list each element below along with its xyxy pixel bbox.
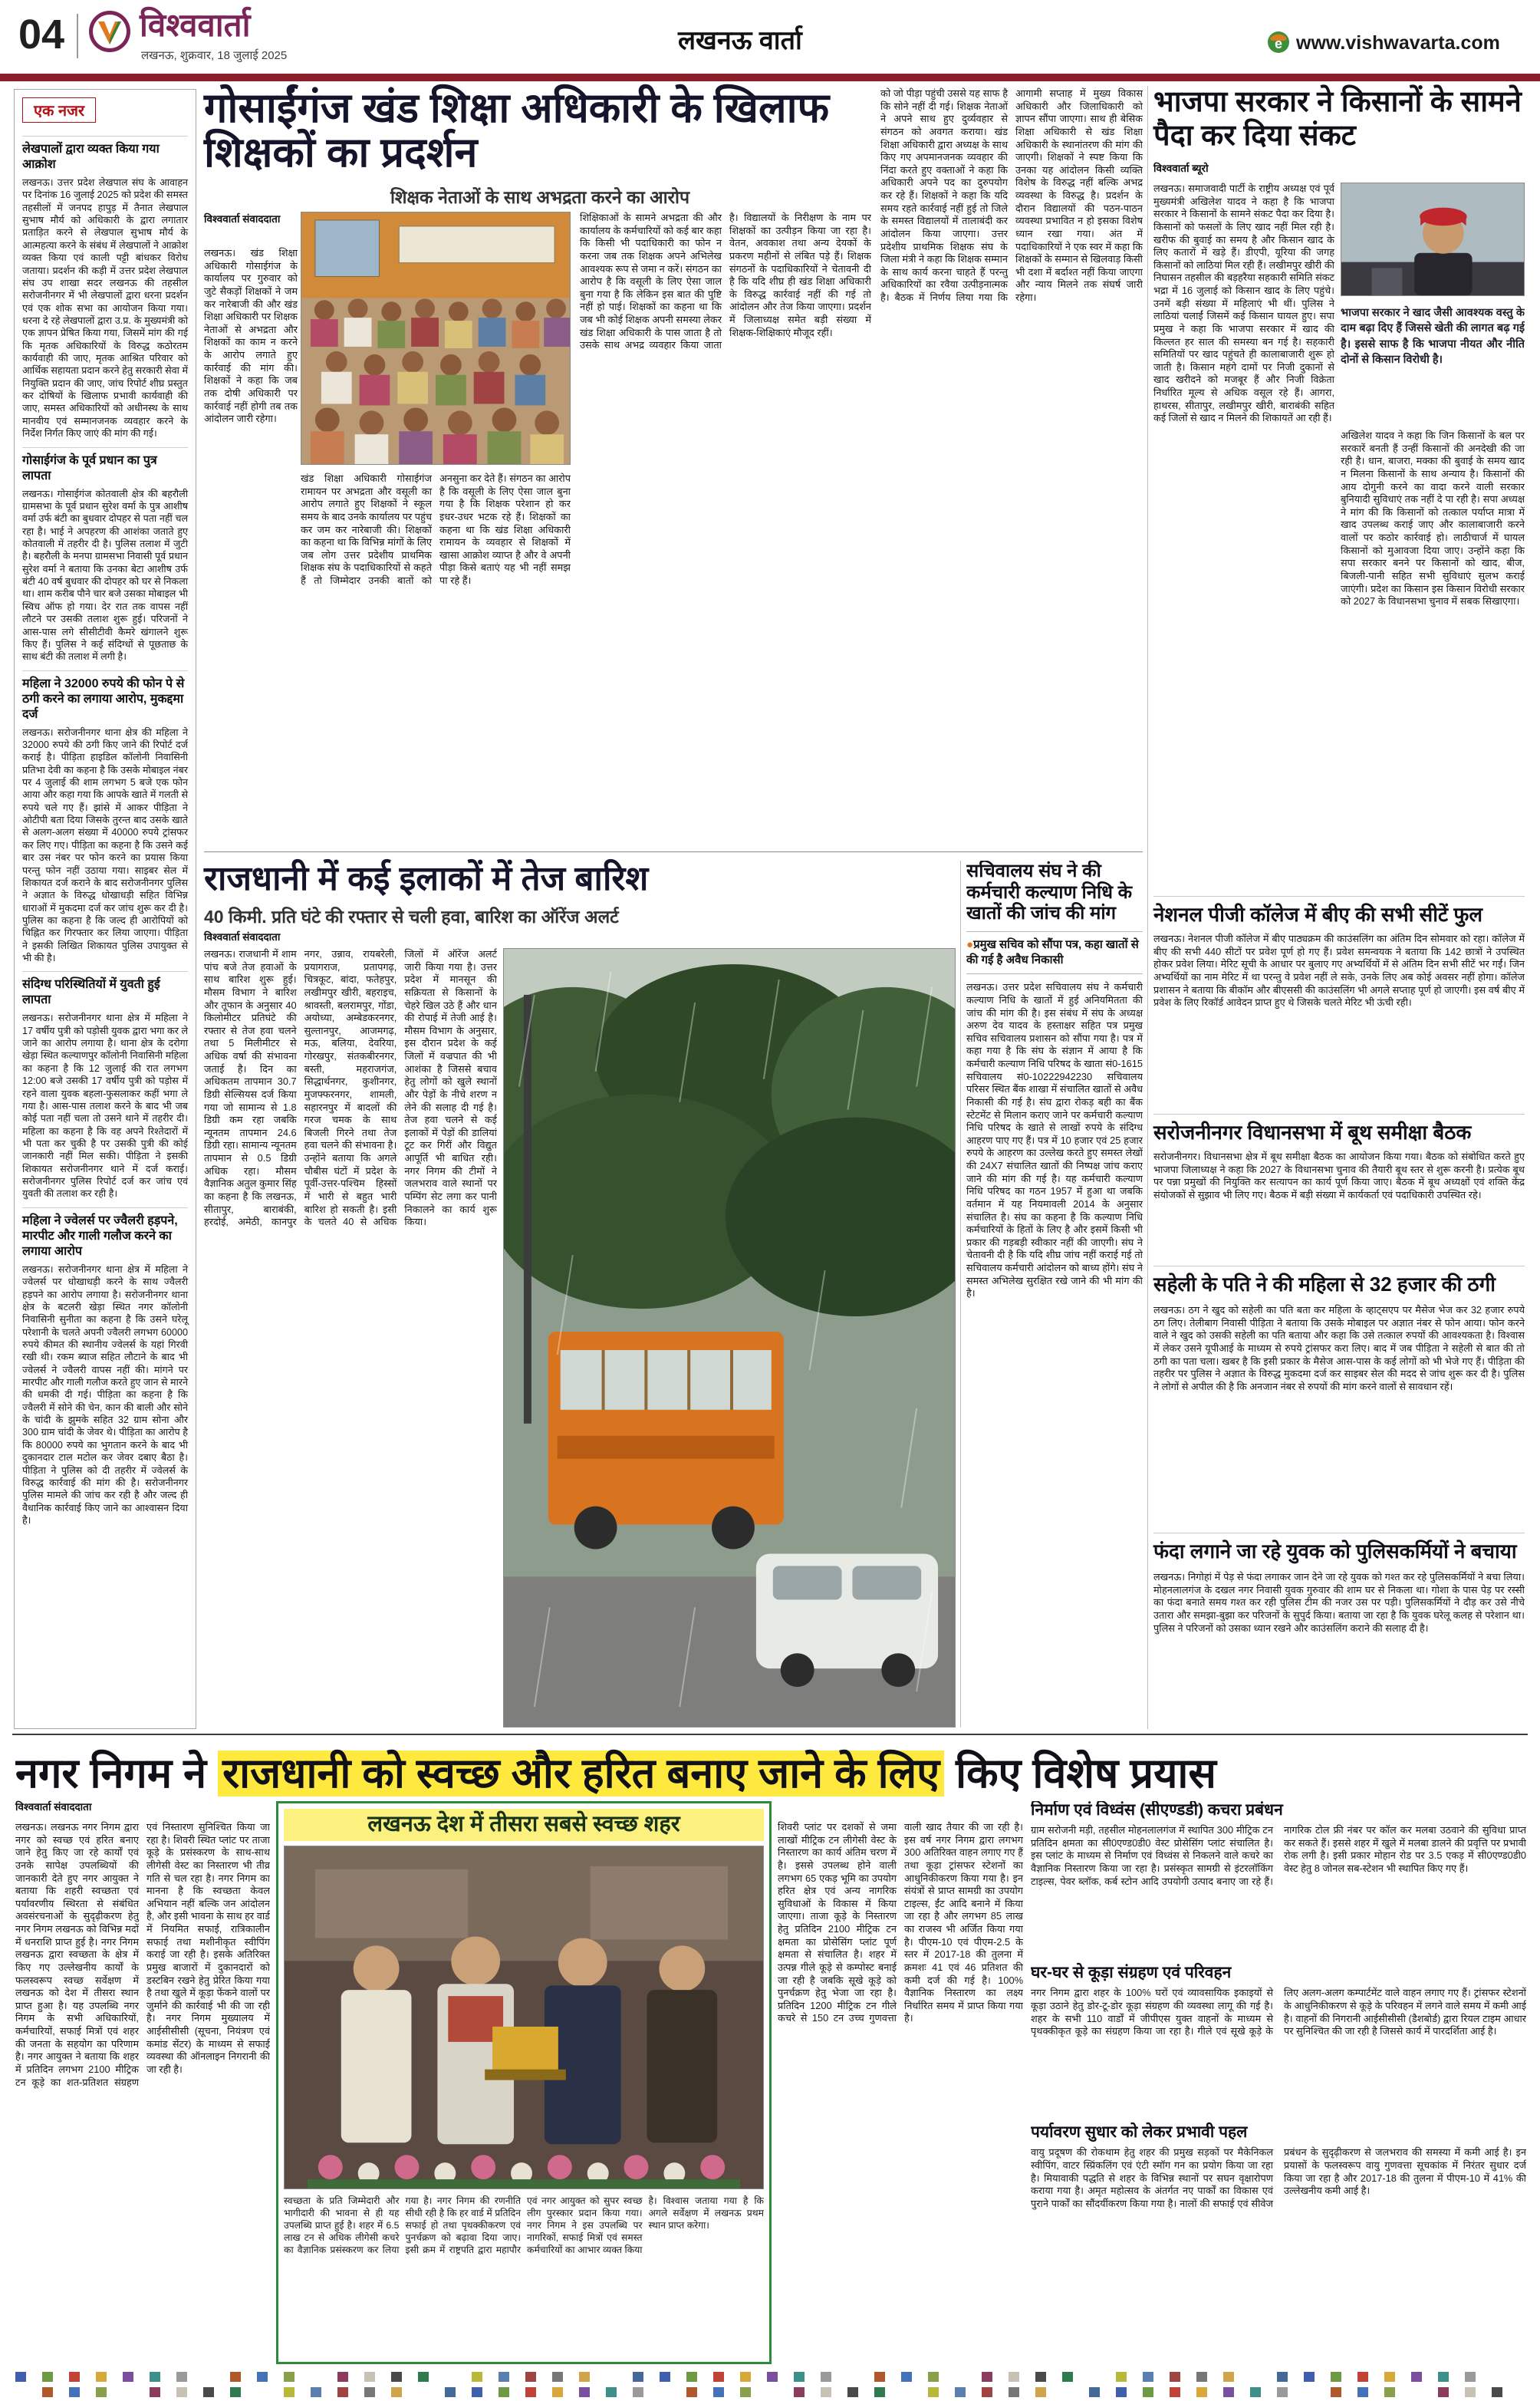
divider bbox=[960, 861, 961, 1727]
ek-najar-item bbox=[22, 447, 188, 664]
sidebar-story-body: सरोजनीनगर। विधानसभा क्षेत्र में बूथ समीक्षा बैठक का आयोजन किया गया। बैठक को संबोधित करते हुए भाजपा जिलाध्यक्ष ने कहा कि 2027 के विधानसभा चुनाव की तैयारी बूथ स्तर से शुरू करनी है। प्रत्येक बूथ पर पन्ना प्रमुखों की नियुक्ति कर सत्यापन का कार्य पूर्ण किया जाए। बैठक में बूथ अध्यक्षों एवं शक्ति केंद्र संयोजकों से सुझाव भी लिए गए। बैठक में बड़ी संख्या में कार्यकर्ता एवं पदाधिकारी उपस्थित रहे। bbox=[1153, 1151, 1525, 1200]
secretariat-headline: सचिवालय संघ ने की कर्मचारी कल्याण निधि के खातों की जांच की मांग bbox=[966, 861, 1133, 924]
color-square bbox=[1062, 2372, 1073, 2382]
color-square bbox=[15, 2372, 26, 2382]
color-square bbox=[1331, 2372, 1341, 2382]
color-square bbox=[713, 2387, 724, 2397]
color-square bbox=[955, 2387, 966, 2397]
color-square bbox=[794, 2372, 805, 2382]
ek-najar-item bbox=[22, 136, 188, 440]
sidebar-story-title: सहेली के पति ने की महिला से 32 हजार की ठगी bbox=[1153, 1273, 1496, 1296]
color-square bbox=[391, 2387, 402, 2397]
color-square bbox=[606, 2387, 617, 2397]
divider bbox=[12, 1734, 1528, 1735]
swachh-city-title: लखनऊ देश में तीसरा सबसे स्वच्छ शहर bbox=[284, 1809, 764, 1841]
subsection-heading: निर्माण एवं विध्वंस (सीएण्डडी) कचरा प्रबंधन bbox=[1031, 1801, 1283, 1819]
masthead-header bbox=[0, 0, 1540, 74]
sidebar-story-title: नेशनल पीजी कॉलेज में बीए की सभी सीटें फुल bbox=[1153, 903, 1482, 926]
rain-bus-photo bbox=[503, 948, 956, 1727]
bjp-story-pull-quote: भाजपा सरकार ने खाद जैसी आवश्यक वस्तु के दाम बढ़ा दिए हैं जिससे खेती की लागत बढ़ गई है। इससे साफ है कि भाजपा नीयत और नीति दोनों से किसान विरोधी है। bbox=[1341, 307, 1525, 366]
color-square bbox=[1009, 2372, 1019, 2382]
bjp-story-byline: विश्ववार्ता ब्यूरो bbox=[1153, 163, 1209, 174]
main-story-byline: विश्ववार्ता संवाददाता bbox=[204, 213, 281, 225]
color-square bbox=[1143, 2387, 1153, 2397]
subsection-body: नगर निगम द्वारा शहर के 100% घरों एवं व्यावसायिक इकाइयों से कूड़ा उठाने हेतु डोर-टू-डोर कूड़ा संग्रहण की व्यवस्था लागू की गई है। शहर के सभी 110 वार्डों में जीपीएस युक्त वाहनों के माध्यम से पृथक्कीकृत कूड़े का संग्रहण किया जा रहा है। गीले एवं सूखे कूड़े के लिए अलग-अलग कम्पार्टमेंट वाले वाहन लगाए गए हैं। ट्रांसफर स्टेशनों के आधुनिकीकरण से कूड़े के परिवहन में लगने वाले समय में कमी आई है। वाहनों की निगरानी आईसीसीसी (डैशबोर्ड) द्वारा रियल टाइम आधार पर सुनिश्चित की जा रही है जिससे कार्य में पारदर्शिता आई है। bbox=[1031, 1987, 1526, 2037]
color-square bbox=[660, 2372, 670, 2382]
color-square bbox=[901, 2372, 912, 2382]
color-square bbox=[1116, 2387, 1127, 2397]
website-url: www.vishwavarta.com bbox=[1296, 32, 1500, 54]
color-square bbox=[176, 2387, 187, 2397]
swachh-city-caption: स्वच्छता के प्रति जिम्मेदारी और भागीदारी की भावना से ही यह उपलब्धि प्राप्त हुई है। शहर में 6.5 लाख टन से अधिक लीगेसी कचरे का वैज्ञानिक प्रसंस्करण कर लिया गया है। नगर निगम की रणनीति सीधी रही है कि हर वार्ड में प्रतिदिन सफाई हो तथा पृथक्कीकरण एवं पुनर्चक्रण को बढ़ावा दिया जाए। इसी क्रम में राष्ट्रपति द्वारा महापौर एवं नगर आयुक्त को सुपर स्वच्छ लीग पुरस्कार प्रदान किया गया। नगर निगम ने इस उपलब्धि पर नागरिकों, सफाई मित्रों एवं समस्त कर्मचारियों का आभार व्यक्त किया है। विश्वास जताया गया है कि अगले सर्वेक्षण में लखनऊ प्रथम स्थान प्राप्त करेगा। bbox=[284, 2195, 764, 2255]
color-square bbox=[847, 2387, 858, 2397]
color-square bbox=[1277, 2387, 1288, 2397]
color-square bbox=[1143, 2372, 1153, 2382]
color-square bbox=[740, 2372, 751, 2382]
ek-najar-item bbox=[22, 1207, 188, 1527]
color-square bbox=[1492, 2387, 1502, 2397]
color-square bbox=[1035, 2387, 1046, 2397]
color-square bbox=[1357, 2372, 1368, 2382]
color-square bbox=[1384, 2387, 1395, 2397]
color-square bbox=[230, 2372, 241, 2382]
weather-story-byline: विश्ववार्ता संवाददाता bbox=[204, 931, 281, 943]
sidebar-story-title: फंदा लगाने जा रहे युवक को पुलिसकर्मियों ने बचाया bbox=[1153, 1540, 1517, 1563]
ek-najar-item-body: लखनऊ। गोसाईगंज कोतवाली क्षेत्र की बहरौली ग्रामसभा के पूर्व प्रधान सुरेश वर्मा के पुत्र आशीष वर्मा उर्फ बंटी का बुधवार दोपहर से पता नहीं चल रहा है। भाई ने अपहरण की आशंका जताते हुए कोतवाली में तहरीर दी है। पुलिस तलाश में जुटी है। बहरौली के मनपा ग्रामसभा निवासी पूर्व प्रधान सुरेश वर्मा ने बताया कि उनका बेटा आशीष उर्फ बंटी 40 वर्ष बुधवार की दोपहर को घर से निकला था। शाम करीब पौने चार बजे उसका मोबाइल भी स्विच ऑफ हो गया। देर रात तक वापस नहीं लौटने पर उसकी तलाश शुरू हुई। परिजनों ने आस-पास लगे सीसीटीवी कैमरे खंगालने शुरू किए हैं। पुलिस ने कई संदिग्धों से पूछताछ के साथ बंटी की तलाश में लगी है। bbox=[22, 488, 188, 663]
color-square bbox=[284, 2387, 295, 2397]
main-story-headline: गोसाईंगंज खंड शिक्षा अधिकारी के खिलाफ शिक्षकों का प्रदर्शन bbox=[204, 85, 830, 176]
sidebar-story-body: लखनऊ। निगोहां में पेड़ से फंदा लगाकर जान देने जा रहे युवक को गश्त कर रहे पुलिसकर्मियों ने बचा लिया। मोहनलालगंज के दखल नगर निवासी युवक गुरुवार की शाम घर से निकला था। गोशा के पास पेड़ पर रस्सी का फंदा बनाते समय गश्त कर रही पुलिस टीम की नजर उस पर पड़ी। पुलिसकर्मियों ने दौड़ कर उसे नीचे उतारा और समझा-बुझा कर परिजनों के सुपुर्द किया। बताया जा रहा है कि युवक घरेलू कलह से परेशान था। पुलिस ने परिजनों को उसका ध्यान रखने और काउंसलिंग कराने की सलाह दी है। bbox=[1153, 1571, 1525, 1634]
ek-najar-item-body: लखनऊ। उत्तर प्रदेश लेखपाल संघ के आवाहन पर दिनांक 16 जुलाई 2025 को प्रदेश की समस्त तहसीलों में जनपद हापुड़ में तैनात लेखपाल सुभाष मौर्य को अधिकारी के द्वारा लगातार प्रताड़ित करने से लेखपाल सुभाष मौर्य के आत्महत्या करने के संबंध में लेखपालों ने आक्रोश व्यक्त किया एवं काली पट्टी बांधकर विरोध जताया। प्रदर्शन की कड़ी में उत्तर प्रदेश लेखपाल संघ उप शाखा सदर लखनऊ की तहसील सरोजनीनगर में भी लेखपालों द्वारा धरना प्रदर्शन एवं एक शोक सभा का आयोजन किया गया। धरना दे रहे लेखपालों द्वारा उ.प्र. के मुख्यमंत्री को एक ज्ञापन प्रेषित किया गया, जिसमें मांग की गई कि मृतक अधिकारियों के विरुद्ध कठोरतम कार्यवाही की जाए, मृतक आश्रित परिवार को आर्थिक सहायता प्रदान करने हेतु सरकारी सेवा में नियुक्ति प्रदान की जाए, जांच रिपोर्ट शीघ्र प्रस्तुत कर दोषियों के खिलाफ प्रभावी कार्यवाही की जाए, समस्त अधिकारियों को अधीनस्थ के साथ मानवीय एवं सम्मानजनक व्यवहार करने के निर्देश निर्गत किए जाएं की मांग की गई। bbox=[22, 177, 188, 440]
color-square bbox=[1196, 2387, 1207, 2397]
main-story-text-right: को जो पीड़ा पहुंची उससे यह साफ है कि सोने नहीं दी गई। शिक्षक नेताओं ने अपने साथ हुए दुर्व्यवहार से संगठन को अवगत कराया। खंड शिक्षा अधिकारी द्वारा अध्यक्ष के साथ किए गए अपमानजनक व्यवहार की निंदा करते हुए वक्ताओं ने कहा कि अधिकारी अपने पद का दुरुपयोग कर रहे हैं। शिक्षकों ने कहा कि यदि समय रहते कार्रवाई नहीं हुई तो जिले के समस्त विद्यालयों में तालाबंदी कर आंदोलन किया जाएगा। उत्तर प्रदेशीय प्राथमिक शिक्षक संघ के जिला मंत्री ने कहा कि शिक्षक सम्मान के साथ कार्य करना चाहते हैं परन्तु अधिकारियों का रवैया उत्पीड़नात्मक है। बैठक में निर्णय लिया गया कि आगामी सप्ताह में मुख्य विकास अधिकारी और जिलाधिकारी को ज्ञापन सौंपा जाएगा। साथ ही बेसिक शिक्षा अधिकारी से खंड शिक्षा अधिकारी के स्थानांतरण की मांग की जाएगी। शिक्षकों ने स्पष्ट किया कि उनका यह आंदोलन किसी व्यक्ति विशेष के विरुद्ध नहीं बल्कि अभद्र व्यवस्था के विरुद्ध है। प्रदर्शन के दौरान विद्यालयों की पठन-पाठन व्यवस्था प्रभावित न हो इसका विशेष ध्यान रखा गया। अंत में पदाधिकारियों ने एक स्वर में कहा कि शिक्षकों के सम्मान से खिलवाड़ किसी भी दशा में बर्दाश्त नहीं किया जाएगा और न्याय मिलने तक संघर्ष जारी रहेगा। bbox=[880, 87, 1143, 303]
ek-najar-item-body: लखनऊ। सरोजनीनगर थाना क्षेत्र की महिला ने 32000 रुपये की ठगी किए जाने की रिपोर्ट दर्ज कराई है। पीड़िता हाइडिल कॉलोनी निवासिनी प्रतिभा देवी का कहना है कि उसके मोबाइल नंबर पर 4 जुलाई की शाम लगभग 5 बजे एक फोन आया और कहा गया कि आपके खाते में गलती से रुपये चले गए हैं। झांसे में आकर पीड़िता ने ओटीपी बता दिया जिसके तुरन्त बाद उसके खाते से अलग-अलग संख्या में 40000 रुपये ट्रांसफर कर लिए गए। पीड़िता का कहना है कि उसने कई बार उस नंबर पर फोन करने का प्रयास किया परन्तु फोन नहीं उठाया गया। साइबर सेल में शिकायत दर्ज कराने के बाद सरोजनीनगर पुलिस ने अज्ञात के विरुद्ध धोखाधड़ी सहित विभिन्न धाराओं में मुकदमा दर्ज कर जांच शुरू कर दी है। पुलिस का कहना है कि जल्द ही आरोपियों को चिह्नित कर गिरफ्तार कर लिया जाएगा। पीड़िता ने इसकी लिखित शिकायत पुलिस उपायुक्त से भी की है। bbox=[22, 726, 188, 964]
divider bbox=[204, 851, 1143, 852]
weather-story-text: लखनऊ। राजधानी में शाम पांच बजे तेज हवाओं के साथ बारिश शुरू हुई। मौसम विभाग ने बारिश और तूफान के अनुसार 40 किलोमीटर प्रतिघंटे की रफ्तार से तेज हवा चलने तथा 5 मिलीमीटर से अधिक वर्षा की संभावना जताई है। दिन का अधिकतम तापमान 30.7 डिग्री सेल्सियस दर्ज किया गया जो सामान्य से 1.8 डिग्री कम रहा जबकि न्यूनतम तापमान 24.6 डिग्री रहा। सामान्य न्यूनतम तापमान से 0.5 डिग्री अधिक रहा। मौसम वैज्ञानिक अतुल कुमार सिंह का कहना है कि लखनऊ, सीतापुर, बाराबंकी, हरदोई, अमेठी, कानपुर नगर, उन्नाव, रायबरेली, प्रयागराज, प्रतापगढ़, चित्रकूट, बांदा, फतेहपुर, लखीमपुर खीरी, बहराइच, श्रावस्ती, बलरामपुर, गोंडा, अयोध्या, अम्बेडकरनगर, सुल्तानपुर, आजमगढ़, मऊ, बलिया, देवरिया, गोरखपुर, संतकबीरनगर, बस्ती, महराजगंज, सिद्धार्थनगर, कुशीनगर, मुजफ्फरनगर, शामली, सहारनपुर में बादलों की गरज चमक के साथ बिजली गिरने तथा तेज हवा चलने की संभावना है। उन्होंने बताया कि अगले चौबीस घंटों में प्रदेश के पूर्वी-उत्तर-पश्चिम हिस्सों में भारी से बहुत भारी बारिश हो सकती है। इसी के चलते 40 से अधिक जिलों में ऑरेंज अलर्ट जारी किया गया है। उत्तर प्रदेश में मानसून की सक्रियता से किसानों के चेहरे खिल उठे हैं और धान की रोपाई में तेजी आई है। मौसम विभाग के अनुसार, इस दौरान प्रदेश के कई जिलों में वज्रपात की भी आशंका है जिससे बचाव हेतु लोगों को खुले स्थानों और पेड़ों के नीचे शरण न लेने की सलाह दी गई है। तेज हवा चलने से कई इलाकों में पेड़ों की डालियां टूट कर गिरीं और विद्युत आपूर्ति भी बाधित रही। नगर निगम की टीमों ने जलभराव वाले स्थानों पर पम्पिंग सेट लगा कर पानी निकालने का कार्य शुरू किया। bbox=[204, 948, 497, 1228]
color-square bbox=[69, 2372, 80, 2382]
color-square bbox=[96, 2387, 107, 2397]
color-square bbox=[42, 2387, 53, 2397]
color-square bbox=[686, 2387, 697, 2397]
color-square bbox=[874, 2372, 885, 2382]
ek-najar-item-title: गोसाईगंज के पूर्व प्रधान का पुत्र लापता bbox=[22, 453, 157, 483]
color-square bbox=[1357, 2387, 1368, 2397]
color-square bbox=[1170, 2387, 1180, 2397]
color-square bbox=[794, 2387, 805, 2397]
color-square bbox=[1250, 2387, 1261, 2397]
ek-najar-item-title: संदिग्ध परिस्थितियों में युवती हुई लापता bbox=[22, 978, 160, 1007]
color-square bbox=[499, 2372, 509, 2382]
color-square bbox=[1170, 2372, 1180, 2382]
bjp-story-text-right: अखिलेश यादव ने कहा कि जिन किसानों के बल पर सरकारें बनती हैं उन्हीं किसानों की अनदेखी की जा रही है। धान, बाजरा, मक्का की बुवाई के समय खाद न मिलना किसानों के साथ अन्याय है। किसानों की आय दोगुनी करने का वादा करने वाली सरकार बुनियादी सुविधाएं तक नहीं दे पा रही है। सपा अध्यक्ष ने मांग की कि किसानों को तत्काल पर्याप्त मात्रा में खाद उपलब्ध कराई जाए और कालाबाजारी करने वालों पर कठोर कार्रवाई हो। लाठीचार्ज में घायल किसानों को मुआवजा दिया जाए। उन्होंने कहा कि सपा सरकार बनने पर किसानों को खाद, बीज, बिजली-पानी सहित सभी सुविधाएं सुलभ कराई जाएंगी। प्रदेश का किसान इस किसान विरोधी सरकार को 2027 के विधानसभा चुनाव में सबक सिखाएगा। bbox=[1341, 430, 1525, 608]
header-maroon-bar bbox=[0, 74, 1540, 81]
sidebar-story-title: सरोजनीनगर विधानसभा में बूथ समीक्षा बैठक bbox=[1153, 1121, 1472, 1144]
masthead-dateline: लखनऊ, शुक्रवार, 18 जुलाई 2025 bbox=[141, 49, 288, 62]
color-square bbox=[1277, 2372, 1288, 2382]
color-square bbox=[928, 2387, 939, 2397]
color-square bbox=[1465, 2387, 1476, 2397]
masthead-title: विश्ववार्ता bbox=[140, 7, 251, 43]
ek-najar-item-title: लेखपालों द्वारा व्यक्त किया गया आक्रोश bbox=[22, 143, 160, 171]
color-square bbox=[150, 2387, 160, 2397]
ek-najar-label: एक नजर bbox=[22, 97, 96, 123]
color-square bbox=[1089, 2387, 1100, 2397]
color-square bbox=[1196, 2372, 1207, 2382]
color-square bbox=[311, 2387, 321, 2397]
teachers-protest-photo bbox=[301, 212, 571, 465]
color-square bbox=[1465, 2372, 1476, 2382]
ek-najar-item-body: लखनऊ। सरोजनीनगर थाना क्षेत्र में महिला ने ज्वेलर्स पर धोखाधड़ी करने के साथ ज्वैलरी हड़पने का आरोप लगाया है। सरोजनीनगर थाना क्षेत्र के बटलरी खेड़ा स्थित नगर कॉलोनी निवासिनी सुनीता का कहना है कि उसने घरेलू परेशानी के चलते अपनी ज्वैलरी लगभग 60000 रुपये कीमत की स्थानीय ज्वेलर्स के यहां गिरवी रखी थी। रकम ब्याज सहित लौटाने के बाद भी ज्वेलर्स ने ज्वैलरी वापस नहीं की। मांगने पर मारपीट और गाली गलौज करते हुए जान से मारने की धमकी दी गई। पीड़िता का कहना है कि ज्वैलरी में सोने की चेन, कान की बाली और सोने के चांदी के झुमके सहित 32 ग्राम सोना और 300 ग्राम चांदी के जेवर थे। पीड़िता का आरोप है कि 80000 रुपये का भुगतान करने के बाद भी दुकानदार टाल मटोल कर जेवर दबाए बैठा है। पीड़िता ने पुलिस को दी तहरीर में ज्वेलर्स के विरुद्ध कार्रवाई की मांग की है। सरोजनीनगर पुलिस मामले की जांच कर रही है और जल्द ही वैधानिक कार्रवाई किए जाने का आश्वासन दिया है। bbox=[22, 1263, 188, 1526]
color-square bbox=[203, 2387, 214, 2397]
color-square bbox=[821, 2387, 831, 2397]
color-square bbox=[96, 2372, 107, 2382]
color-square bbox=[445, 2387, 456, 2397]
akhilesh-yadav-photo bbox=[1341, 183, 1525, 296]
color-square bbox=[1304, 2372, 1315, 2382]
main-story-text-middle: शिक्षिकाओं के सामने अभद्रता की और कार्यालय के कर्मचारियों को कई बार कहा कि किसी भी पदाधिकारी का फोन न करना जब तक शिक्षक अपने अभिलेख आवश्यक रूप से जमा न करें। संगठन का आरोप है कि वसूली के लिए ऐसा जाल बुना गया है कि लेकिन इस बात की पुष्टि नहीं हो पाई। शिक्षकों का कहना था कि जब भी कोई शिक्षक अपनी समस्या लेकर खंड शिक्षा अधिकारी के पास जाता है तो उसके साथ अभद्र व्यवहार किया जाता है। विद्यालयों के निरीक्षण के नाम पर शिक्षकों का उत्पीड़न किया जा रहा है। वेतन, अवकाश तथा अन्य देयकों के प्रकरण महीनों से लंबित पड़े हैं। शिक्षक संगठनों के पदाधिकारियों ने चेतावनी दी है कि यदि शीघ्र ही खंड शिक्षा अधिकारी के विरुद्ध कार्रवाई नहीं की गई तो आंदोलन और तेज किया जाएगा। प्रदर्शन में जिलाध्यक्ष समेत बड़ी संख्या में शिक्षक-शिक्षिकाएं मौजूद रहीं। bbox=[580, 212, 871, 351]
color-square bbox=[337, 2387, 348, 2397]
color-square bbox=[257, 2372, 268, 2382]
headline-text: नगर निगम ने bbox=[15, 1751, 219, 1797]
main-story-text-left: लखनऊ। खंड शिक्षा अधिकारी गोसाईगंज के कार्यालय पर गुरुवार को जुटे सैकड़ों शिक्षकों ने जम कर नारेबाजी की और खंड शिक्षा अधिकारी पर शिक्षक नेताओं से अभद्रता और शिक्षकों का काम न करने के आरोप लगाते हुए कार्रवाई की मांग की। शिक्षकों ने कहा कि जब तक दोषी अधिकारी पर कार्रवाई नहीं होगी तब तक आंदोलन जारी रहेगा। bbox=[204, 247, 298, 425]
ek-najar-item-title: महिला ने 32000 रुपये की फोन पे से ठगी करने का लगाया आरोप, मुकद्दमा दर्ज bbox=[22, 677, 185, 721]
color-square bbox=[552, 2387, 563, 2397]
divider bbox=[1147, 86, 1148, 1729]
secretariat-bullet-line bbox=[966, 931, 1143, 975]
secretariat-story bbox=[966, 861, 1143, 1727]
color-square bbox=[525, 2387, 536, 2397]
color-square bbox=[928, 2372, 939, 2382]
main-story-text-below-photo: खंड शिक्षा अधिकारी गोसाईगंज रामायन पर अभद्रता और वसूली का आरोप लगाते हुए शिक्षकों ने स्कूल समय के बाद उनके कार्यालय पर पहुंच कर जम कर नारेबाजी की। शिक्षकों का कहना था कि विभिन्न मांगों के लिए जब लोग उत्तर प्रदेशीय प्राथमिक शिक्षक संघ के पदाधिकारियों से कहते हैं तो जिम्मेदार उनकी बातों को अनसुना कर देते हैं। संगठन का आरोप है कि वसूली के लिए ऐसा जाल बुना गया है कि शिक्षक परेशान हो कर इधर-उधर भटक रहे हैं। शिक्षकों का कहना था कि खंड शिक्षा अधिकारी रामायन के व्यवहार से शिक्षकों में खासा आक्रोश व्याप्त है और वे अपनी पीड़ा किसे बताएं यह भी नहीं समझ पा रहे हैं। bbox=[301, 473, 571, 586]
color-square bbox=[123, 2372, 133, 2382]
ek-najar-item bbox=[22, 971, 188, 1200]
vishwavarta-logo-icon bbox=[87, 9, 132, 54]
headline-text: किए विशेष प्रयास bbox=[944, 1751, 1216, 1797]
weather-story-headline: राजधानी में कई इलाकों में तेज बारिश bbox=[204, 860, 649, 897]
color-square bbox=[391, 2372, 402, 2382]
color-square bbox=[69, 2387, 80, 2397]
page-number: 04 bbox=[18, 12, 65, 58]
color-square bbox=[686, 2372, 697, 2382]
sidebar-story-body: लखनऊ। ठग ने खुद को सहेली का पति बता कर महिला के व्हाट्सएप पर मैसेज भेज कर 32 हजार रुपये ठग लिए। तेलीबाग निवासी पीड़िता ने बताया कि उसके मोबाइल पर अज्ञात नंबर से फोन आया। फोन करने वाले ने खुद को उसकी सहेली का पति बताया और कहा कि उसे तत्काल रुपयों की आवश्यकता है। विश्वास में लेकर उसने यूपीआई के माध्यम से रुपये ट्रांसफर करा लिए। बाद में जब पीड़िता ने सहेली से बात की तो ठगी का पता चला। खबर है कि इसी प्रकार के मैसेज आस-पास के कई लोगों को भी भेजे गए हैं। पीड़िता की तहरीर पर पुलिस ने अज्ञात के विरुद्ध मुकदमा दर्ज कर साइबर सेल की मदद से जांच शुरू कर दी है। पुलिस ने लोगों से अपील की है कि अनजान नंबर से रुपयों की मांग करने वालों से सावधान रहें। bbox=[1153, 1304, 1525, 1392]
subsection-heading: पर्यावरण सुधार को लेकर प्रभावी पहल bbox=[1031, 2123, 1248, 2142]
color-square bbox=[552, 2372, 563, 2382]
color-square bbox=[525, 2372, 536, 2382]
ek-najar-item-title: महिला ने ज्वेलर्स पर ज्वैलरी हड़पने, मारपीट और गाली गलौज करने का लगाया आरोप bbox=[22, 1214, 178, 1258]
color-square bbox=[740, 2387, 751, 2397]
main-story-subhead: शिक्षक नेताओं के साथ अभद्रता करने का आरोप bbox=[390, 187, 690, 207]
bullet-icon: ● bbox=[966, 937, 974, 951]
color-square bbox=[821, 2372, 831, 2382]
bjp-story-headline: भाजपा सरकार ने किसानों के सामने पैदा कर दिया संकट bbox=[1153, 86, 1522, 152]
color-square bbox=[713, 2372, 724, 2382]
color-square bbox=[1438, 2387, 1449, 2397]
color-square bbox=[633, 2387, 643, 2397]
bjp-story-text-left: लखनऊ। समाजवादी पार्टी के राष्ट्रीय अध्यक्ष एवं पूर्व मुख्यमंत्री अखिलेश यादव ने कहा है कि भाजपा सरकार ने किसानों के सामने संकट पैदा कर दिया है। किसानों को फसलों के लिए खाद नहीं मिल रही है। खरीफ की बुवाई का समय है और किसान खाद के लिए कतारों में खड़े हैं। डीएपी, यूरिया की जगह किसानों को लाठियां मिल रही हैं। लखीमपुर खीरी की निघासन तहसील की बड़हरैया सहकारी समिति संकट भद्रा में 16 जुलाई को किसान खाद के लिए पहुंचे। उनमें बड़ी संख्या में महिलाएं भी थीं। पुलिस ने लाठियां चलाईं जिसमें कई किसान घायल हुए। सपा प्रमुख ने कहा कि भाजपा सरकार में खाद की किल्लत हर साल की समस्या बन गई है। सहकारी समितियों पर खाद पहुंचते ही कालाबाजारी शुरू हो जाती है। किसान महंगे दामों पर निजी दुकानों से खाद खरीदने को मजबूर हैं और निजी विक्रेता निर्धारित मूल्य से अधिक वसूल रहे हैं। आगरा, हाथरस, सीतापुर, लखीमपुर खीरी, बाराबंकी सहित कई जिलों से खाद न मिलने की शिकायतें आ रही हैं। bbox=[1153, 183, 1334, 424]
subsection-body: ग्राम सरोजनी मड़ी, तहसील मोहनलालगंज में स्थापित 300 मीट्रिक टन प्रतिदिन क्षमता का सी0एण्ड0डी0 वेस्ट प्रोसेसिंग प्लांट संचालित है। इस प्लांट के माध्यम से निर्माण एवं विध्वंस से निकलने वाले कचरे का वैज्ञानिक निस्तारण किया जा रहा है। प्रसंस्कृत सामग्री से इंटरलॉकिंग टाइल्स, पेवर ब्लॉक, कर्ब स्टोन आदि उपयोगी उत्पाद बनाए जा रहे हैं। नागरिक टोल फ्री नंबर पर कॉल कर मलबा उठवाने की सुविधा प्राप्त कर सकते हैं। इससे शहर में खुले में मलबा डालने की प्रवृत्ति पर प्रभावी रोक लगी है। इसी प्रकार मोहान रोड पर 3.5 एकड़ में सी0एण्ड0डी0 वेस्ट हेतु 8 जोनल सब-स्टेशन भी स्थापित किए गए हैं। bbox=[1031, 1824, 1526, 1887]
color-square bbox=[364, 2372, 375, 2382]
divider bbox=[1153, 896, 1525, 897]
color-square bbox=[284, 2372, 295, 2382]
color-square bbox=[499, 2387, 509, 2397]
svg-text:e: e bbox=[1274, 36, 1283, 51]
color-square bbox=[579, 2387, 590, 2397]
bottom-section-byline: विश्ववार्ता संवाददाता bbox=[15, 1801, 92, 1813]
swachh-city-box bbox=[276, 1801, 772, 2364]
color-square bbox=[42, 2372, 53, 2382]
color-square bbox=[1223, 2387, 1234, 2397]
secretariat-bullet-text: प्रमुख सचिव को सौंपा पत्र, कहा खातों से की गई है अवैध निकासी bbox=[966, 937, 1139, 967]
section-title: लखनऊ वार्ता bbox=[678, 26, 802, 55]
color-square bbox=[176, 2372, 187, 2382]
award-ceremony-photo bbox=[284, 1846, 764, 2189]
bottom-text-left: लखनऊ। लखनऊ नगर निगम द्वारा नगर को स्वच्छ एवं हरित बनाए जाने हेतु किए जा रहे कार्यों एवं उनके सापेक्ष उपलब्धियों की जानकारी देते हुए नगर आयुक्त ने बताया कि शहरी स्वच्छता एवं पर्यावरणीय स्थिरता से संबंधित अवसंरचनाओं के सुदृढ़ीकरण हेतु नगर निगम लखनऊ को विभिन्न मदों में धनराशि प्राप्त हुई है। नगर निगम लखनऊ द्वारा स्वच्छता के क्षेत्र में किए गए उल्लेखनीय कार्यों के फलस्वरूप स्वच्छ सर्वेक्षण में लखनऊ को देश में तीसरा स्थान प्राप्त हुआ है। यह उपलब्धि नगर निगम के सभी अधिकारियों, कर्मचारियों, सफाई मित्रों एवं शहर की जनता के सहयोग का परिणाम है। नगर आयुक्त ने बताया कि शहर में प्रतिदिन लगभग 2100 मीट्रिक टन कूड़े का शत-प्रतिशत संग्रहण एवं निस्तारण सुनिश्चित किया जा रहा है। शिवरी स्थित प्लांट पर ताजा कूड़े के प्रसंस्करण के साथ-साथ लीगेसी वेस्ट का निस्तारण भी तीव्र गति से चल रहा है। नगर निगम का मानना है कि स्वच्छता केवल अभियान नहीं बल्कि जन आंदोलन है, और इसी भावना के साथ हर वार्ड में नियमित सफाई, रात्रिकालीन सफाई तथा मशीनीकृत स्वीपिंग कराई जा रही है। इसके अतिरिक्त प्रमुख बाजारों में दुकानदारों को डस्टबिन रखने हेतु प्रेरित किया गया है तथा खुले में कूड़ा फेंकने वालों पर जुर्माने की कार्रवाई भी की जा रही है। नगर निगम मुख्यालय में आईसीसीसी (सूचना, नियंत्रण एवं कमांड सेंटर) के माध्यम से सफाई व्यवस्था की ऑनलाइन निगरानी की जा रही है। bbox=[15, 1821, 270, 2088]
color-square bbox=[767, 2372, 778, 2382]
color-square bbox=[1411, 2372, 1422, 2382]
color-square bbox=[230, 2387, 241, 2397]
color-square bbox=[1438, 2372, 1449, 2382]
color-square bbox=[1009, 2387, 1019, 2397]
header-divider bbox=[77, 14, 78, 58]
secretariat-text: लखनऊ। उत्तर प्रदेश सचिवालय संघ ने कर्मचारी कल्याण निधि के खातों में हुई अनियमितता की जांच की मांग की है। इस संबंध में संघ के अध्यक्ष अरुण देव यादव के हस्ताक्षर सहित पत्र प्रमुख सचिव सचिवालय प्रशासन को सौंपा गया है। पत्र में कहा गया है कि संघ के संज्ञान में आया है कि कर्मचारी कल्याण निधि परिषद के खाता सं0-1615 सचिवालय सं0-10222942230 सचिवालय परिसर स्थित बैंक शाखा में संचालित खातों से अवैध निकासी की गई है। संघ द्वारा रोकड़ बही का बैंक स्टेटमेंट से मिलान कराए जाने पर कर्मचारी कल्याण निधि परिषद के खाते से लाखों रुपये के संदिग्ध आहरण पाए गए हैं। पत्र में 10 हजार एवं 25 हजार रुपये के आहरण का उल्लेख करते हुए समस्त लेखों की 24X7 संचालित खातों की निष्पक्ष जांच कराए जाने की मांग की गई है। यह कर्मचारी कल्याण निधि परिषद का गठन 1957 में हुआ था जबकि वर्तमान में यह नियमावली 2014 के अनुसार संचालित है। संघ का कहना है कि कल्याण निधि कर्मचारियों के हितों के लिए है और इसमें किसी भी प्रकार की गड़बड़ी स्वीकार नहीं की जाएगी। संघ ने चेतावनी दी है कि यदि शीघ्र जांच नहीं कराई गई तो सचिवालय कर्मचारी आंदोलन को बाध्य होंगे। संघ ने समस्त अभिलेख सुरक्षित रखे जाने की भी मांग की है। bbox=[966, 981, 1143, 1299]
ek-najar-item bbox=[22, 670, 188, 965]
bottom-text-middle: शिवरी प्लांट पर दशकों से जमा लाखों मीट्रिक टन लीगेसी वेस्ट के निस्तारण का कार्य अंतिम चरण में है। इससे उपलब्ध होने वाली लगभग 65 एकड़ भूमि का उपयोग हरित क्षेत्र एवं अन्य नागरिक सुविधाओं के विकास में किया जाएगा। ताजा कूड़े के निस्तारण हेतु प्रतिदिन 2100 मीट्रिक टन क्षमता का प्रोसेसिंग प्लांट पूर्ण क्षमता से संचालित है। शहर में उत्पन्न गीले कूड़े से कम्पोस्ट बनाई जा रही है जबकि सूखे कूड़े को पुनर्चक्रण हेतु भेजा जा रहा है। प्रतिदिन 1200 मीट्रिक टन गीले कचरे से 150 टन उच्च गुणवत्ता वाली खाद तैयार की जा रही है। इस वर्ष नगर निगम द्वारा लगभग 300 अतिरिक्त वाहन लगाए गए हैं तथा कूड़ा ट्रांसफर स्टेशनों का आधुनिकीकरण किया गया है। इन संयंत्रों से प्राप्त सामग्री का उपयोग टाइल्स, ईंट आदि बनाने में किया जा रहा है और लगभग 85 लाख का राजस्व भी अर्जित किया गया है। पीएम-10 एवं पीएम-2.5 के स्तर में 2017-18 की तुलना में क्रमशः 41 एवं 46 प्रतिशत की कमी दर्ज की गई है। 100% वैज्ञानिक निस्तारण का लक्ष्य निर्धारित समय में प्राप्त किया गया है। bbox=[778, 1821, 1023, 2024]
bottom-section-headline bbox=[15, 1743, 1526, 1800]
color-square bbox=[472, 2372, 482, 2382]
color-square bbox=[982, 2387, 992, 2397]
color-square bbox=[337, 2372, 348, 2382]
color-square bbox=[633, 2372, 643, 2382]
color-square bbox=[1223, 2372, 1234, 2382]
headline-highlight: राजधानी को स्वच्छ और हरित बनाए जाने के लिए bbox=[218, 1751, 944, 1797]
color-square bbox=[150, 2372, 160, 2382]
bottom-subsections bbox=[1031, 1801, 1526, 2364]
color-square bbox=[364, 2387, 375, 2397]
divider bbox=[1153, 1114, 1525, 1115]
color-square bbox=[418, 2372, 429, 2382]
sidebar-story-body: लखनऊ। नेशनल पीजी कॉलेज में बीए पाठ्यक्रम की काउंसलिंग का अंतिम दिन सोमवार को रहा। कॉलेज में बीए की सभी 440 सीटों पर प्रवेश पूर्ण हो गए हैं। प्रवेश समन्वयक ने बताया कि 142 छात्रों ने उपस्थित होकर प्रवेश लिया। मेरिट सूची के आधार पर बुलाए गए अभ्यर्थियों में से अंतिम दिन सभी सीटें भर गईं। जिन अभ्यर्थियों का नाम मेरिट में था परन्तु वे प्रवेश नहीं ले सके, उनके लिए अब कोई अवसर नहीं होगा। कॉलेज प्रशासन ने बताया कि बीकॉम और बीएससी की काउंसलिंग भी अगले सप्ताह पूर्ण हो जाएगी। इस वर्ष बीए में प्रवेश के लिए रिकॉर्ड आवेदन प्राप्त हुए थे जिसके चलते मेरिट भी ऊंची रही। bbox=[1153, 933, 1525, 1009]
color-square bbox=[1384, 2372, 1395, 2382]
subsection-heading: घर-घर से कूड़ा संग्रहण एवं परिवहन bbox=[1031, 1964, 1232, 1982]
footer-thumbnail-strip bbox=[15, 2372, 1525, 2399]
color-square bbox=[579, 2372, 590, 2382]
color-square bbox=[1035, 2372, 1046, 2382]
color-square bbox=[874, 2387, 885, 2397]
subsection-body: वायु प्रदूषण की रोकथाम हेतु शहर की प्रमुख सड़कों पर मैकेनिकल स्वीपिंग, वाटर स्प्रिंकलिंग एवं एंटी स्मॉग गन का प्रयोग किया जा रहा है। मियावाकी पद्धति से शहर के विभिन्न स्थानों पर सघन वृक्षारोपण कराया गया है। अमृत महोत्सव के अंतर्गत नए पार्कों का विकास एवं पुराने पार्कों का सौंदर्यीकरण किया गया है। नालों की सफाई एवं सीवेज प्रबंधन के सुदृढ़ीकरण से जलभराव की समस्या में कमी आई है। इन प्रयासों के फलस्वरूप वायु गुणवत्ता सूचकांक में निरंतर सुधार दर्ज किया जा रहा है और 2017-18 की तुलना में पीएम-10 में 41% की उल्लेखनीय कमी आई है। bbox=[1031, 2146, 1526, 2209]
color-square bbox=[1116, 2372, 1127, 2382]
weather-story-subhead: 40 किमी. प्रति घंटे की रफ्तार से चली हवा, बारिश का ऑरेंज अलर्ट bbox=[204, 907, 619, 927]
ek-najar-column bbox=[14, 89, 196, 1729]
ek-najar-item-body: लखनऊ। सरोजनीनगर थाना क्षेत्र में महिला ने 17 वर्षीय पुत्री को पड़ोसी युवक द्वारा भगा कर ले जाने का आरोप लगाया है। थाना क्षेत्र के दरोगा खेड़ा स्थित कल्याणपुर कॉलोनी निवासिनी महिला का कहना है कि 12 जुलाई की रात लगभग 12:00 बजे उसकी 17 वर्षीय पुत्री को पड़ोस में रहने वाला युवक बहला-फुसलाकर कहीं भगा ले गया है। आस-पास तलाश करने के बाद भी जब कोई पता नहीं चला तो उसने थाने में तहरीर दी। महिला का कहना है कि वह अपने रिश्तेदारों में भी पता कर चुकी है पर उसकी पुत्री की कोई जानकारी नहीं मिल सकी। पीड़िता ने इसकी शिकायत सरोजनीनगर थाने में दर्ज कराई। सरोजनीनगर पुलिस रिपोर्ट दर्ज कर जांच एवं युवती की तलाश कर रही है। bbox=[22, 1013, 188, 1200]
globe-e-icon bbox=[1267, 31, 1290, 54]
color-square bbox=[472, 2387, 482, 2397]
color-square bbox=[982, 2372, 992, 2382]
color-square bbox=[1331, 2387, 1341, 2397]
